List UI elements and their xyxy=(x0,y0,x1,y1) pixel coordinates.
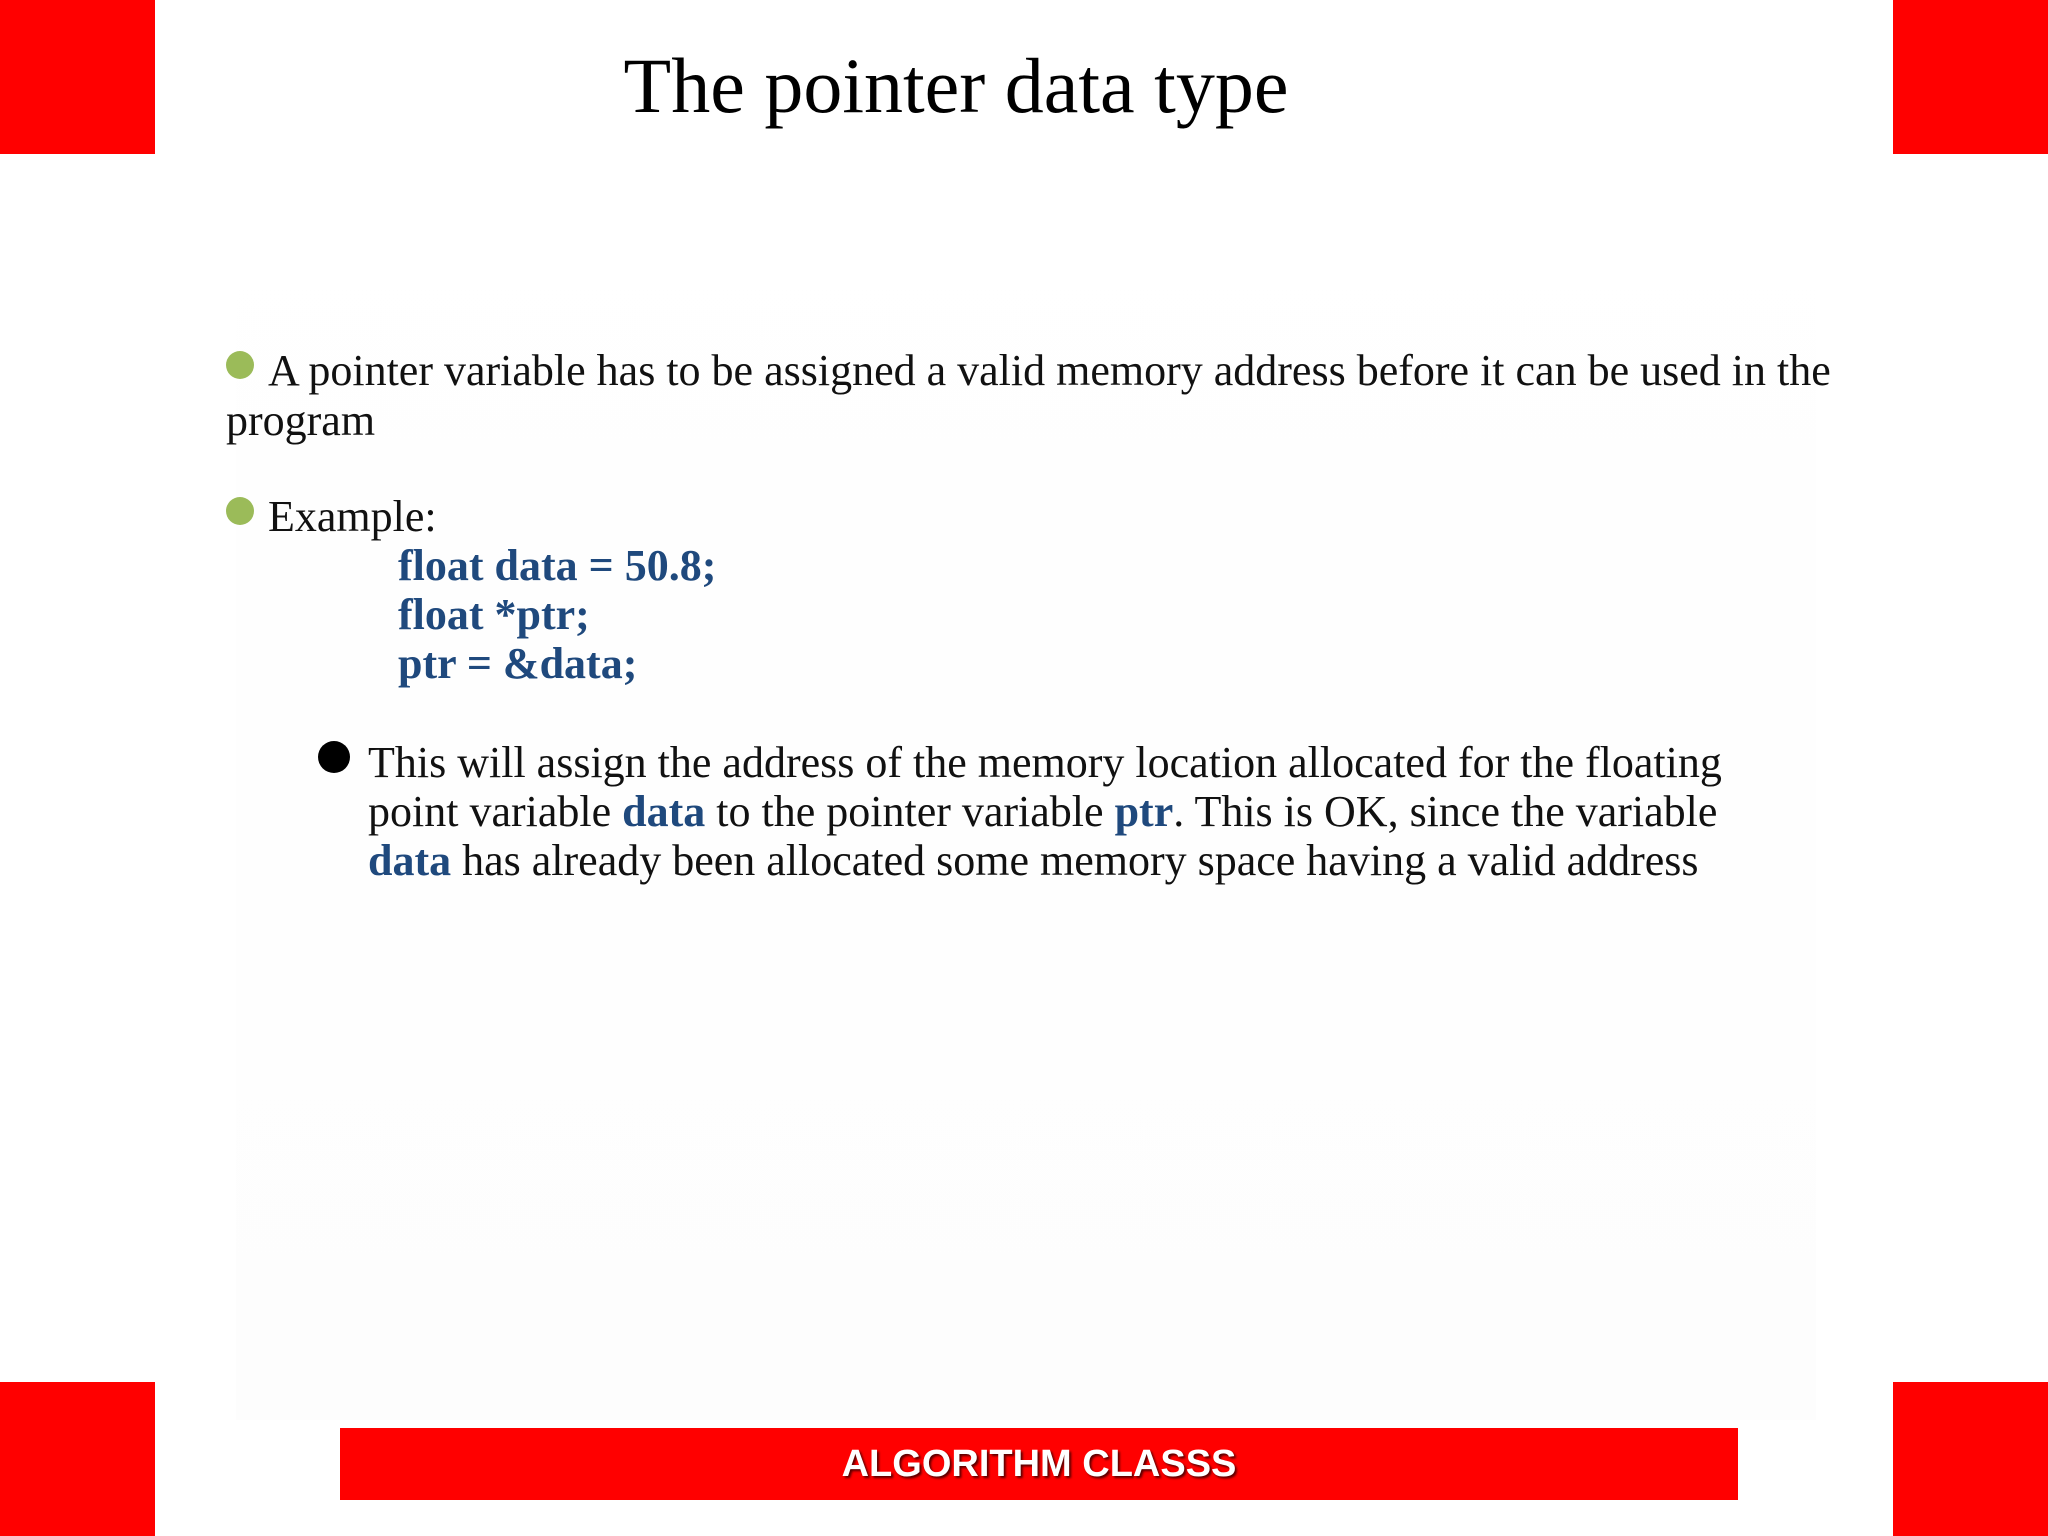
code-line-2: float *ptr; xyxy=(398,590,590,639)
code-example xyxy=(398,541,998,688)
bullet-text-2: Example: xyxy=(268,492,437,541)
footer-banner xyxy=(340,1428,1738,1500)
sub-bullet-text-part2: to the pointer variable xyxy=(705,787,1115,836)
code-line-3: ptr = &data; xyxy=(398,639,638,688)
green-bullet-icon xyxy=(226,351,254,379)
corner-decoration-top-right xyxy=(1893,0,2048,154)
corner-decoration-bottom-left xyxy=(0,1382,155,1536)
corner-decoration-bottom-right xyxy=(1893,1382,2048,1536)
code-line-1: float data = 50.8; xyxy=(398,541,717,590)
bullet-item-2 xyxy=(226,492,826,542)
green-bullet-icon xyxy=(226,497,254,525)
sub-bullet-text xyxy=(368,738,1788,885)
highlight-data-2: data xyxy=(368,836,452,885)
bullet-text-1: A pointer variable has to be assigned a valid memory address before it can be used in the program xyxy=(226,346,1831,445)
sub-bullet-text-part3: . This is OK, since the variable xyxy=(1173,787,1718,836)
highlight-ptr: ptr xyxy=(1114,787,1174,836)
bullet-item-1 xyxy=(226,346,1846,446)
black-bullet-icon xyxy=(318,741,350,773)
footer-label: ALGORITHM CLASSS xyxy=(841,1442,1237,1485)
sub-bullet-text-part4: has already been allocated some memory space having a valid address xyxy=(451,836,1699,885)
slide-title: The pointer data type xyxy=(623,42,1289,129)
sub-bullet-text-part1: This will assign the address of the memory location allocated for the floating point variable xyxy=(368,738,1722,836)
highlight-data-1: data xyxy=(622,787,706,836)
